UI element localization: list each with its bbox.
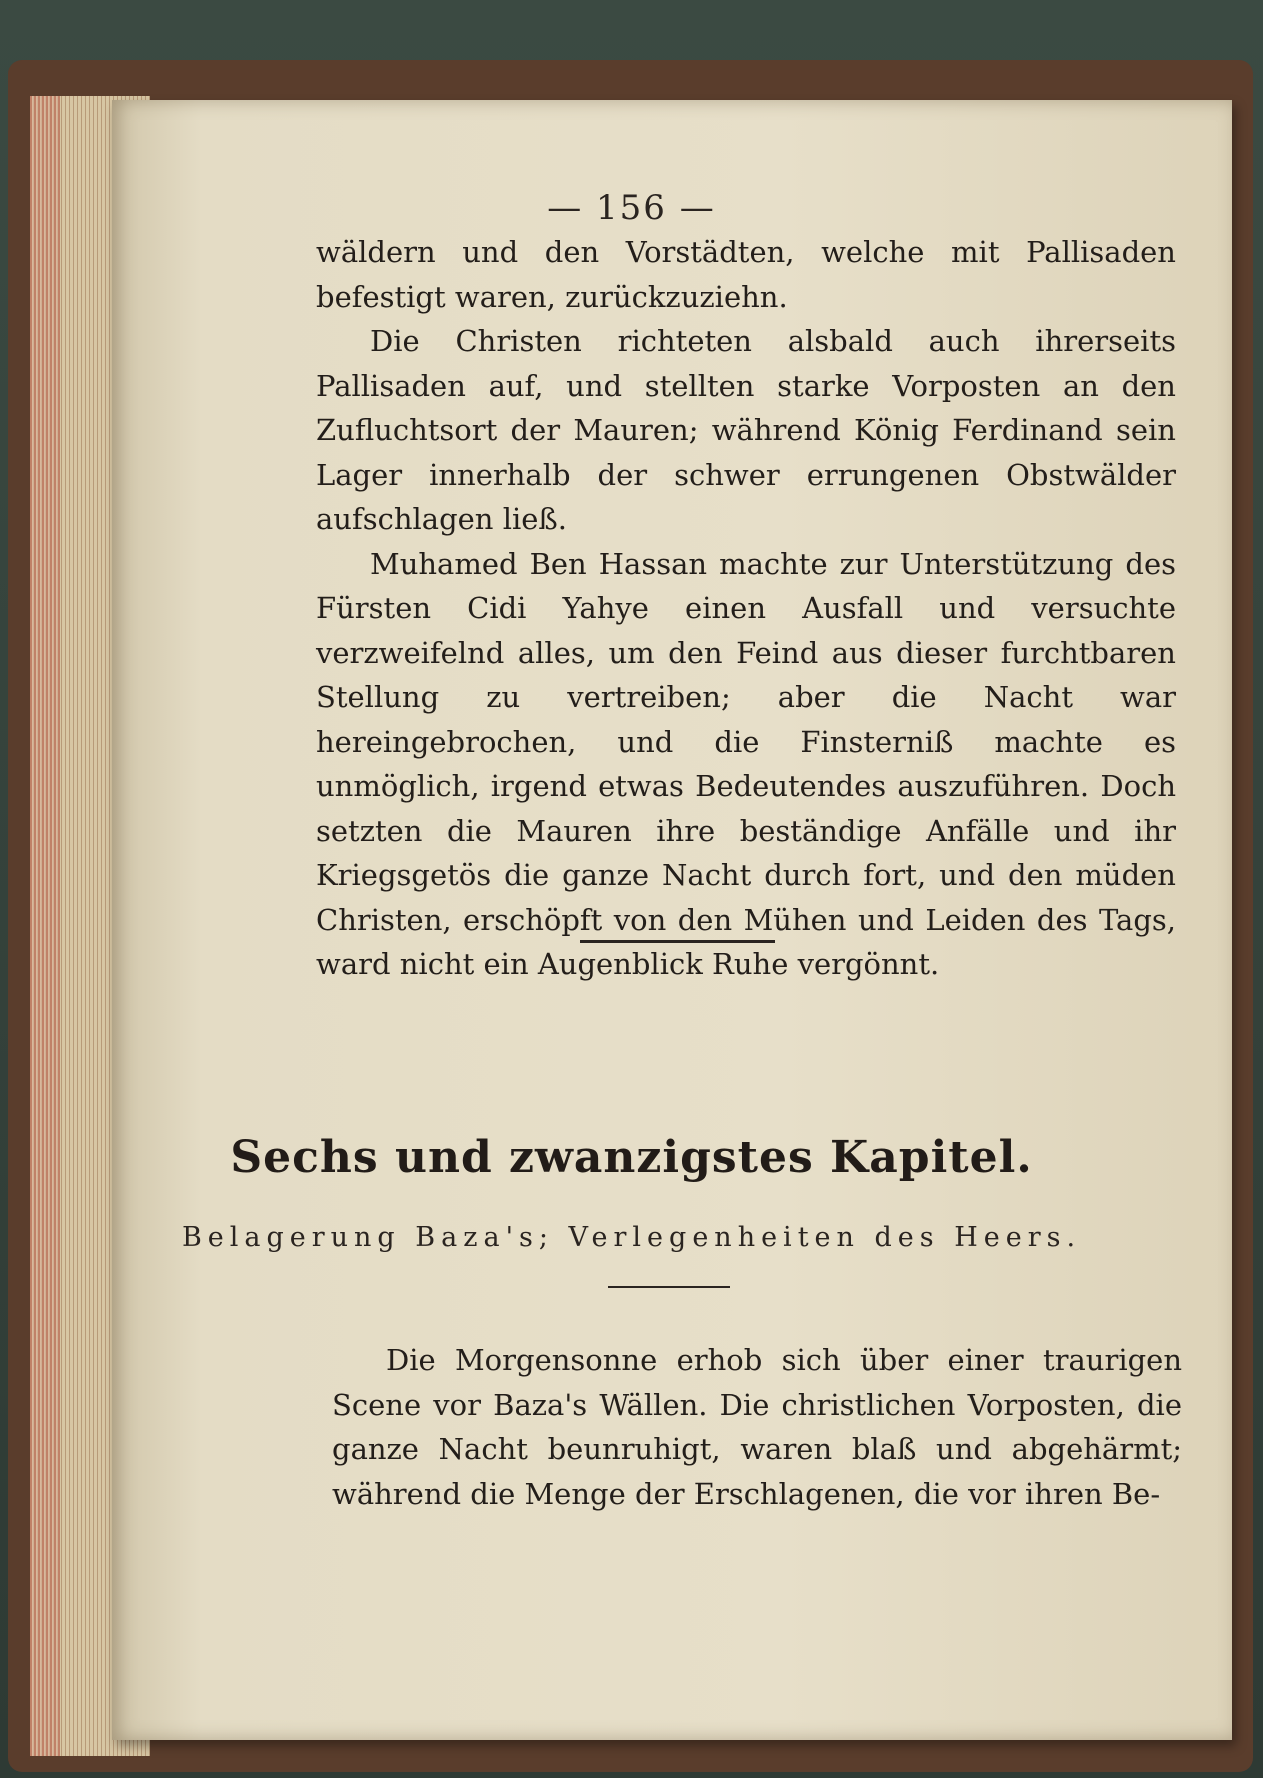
subtitle-rule bbox=[608, 1286, 730, 1288]
body-text bbox=[316, 230, 1176, 987]
paragraph: wäldern und den Vorstädten, welche mit Pallisaden befestigt waren, zurückzuziehn. bbox=[316, 235, 1176, 314]
chapter-body-text bbox=[332, 1338, 1182, 1516]
chapter-subtitle: Belagerung Baza's; Verlegenheiten des Heers. bbox=[181, 1222, 1082, 1253]
page-number: — 156 — bbox=[547, 188, 716, 228]
paragraph: Die Christen richteten alsbald auch ihrerseits Pallisaden auf, und stellten starke Vorposten an den Zufluchtsort der Mauren; während König Ferdinand sein Lager innerhalb der schwer errungenen Obstwälder aufschlagen ließ. bbox=[316, 324, 1176, 536]
chapter-separator-rule bbox=[580, 940, 775, 943]
paragraph: Muhamed Ben Hassan machte zur Unterstützung des Fürsten Cidi Yahye einen Ausfall und versuchte verzweifelnd alles, um den Feind aus dieser furchtbaren Stellung zu vertreiben; aber die Nacht war hereingebrochen, und die Finsterniß machte es unmöglich, irgend etwas Bedeutendes auszuführen. Doch setzten die Mauren ihre beständige Anfälle und ihr Kriegsgetös die ganze Nacht durch fort, und den müden Christen, erschöpft von den Mühen und Leiden des Tags, ward nicht ein Augenblick Ruhe vergönnt. bbox=[316, 546, 1176, 981]
chapter-title: Sechs und zwanzigstes Kapitel. bbox=[230, 1132, 1033, 1183]
paragraph: Die Morgensonne erhob sich über einer traurigen Scene vor Baza's Wällen. Die christlichen Vorposten, die ganze Nacht beunruhigt, waren blaß und abgehärmt; während die Menge der Erschlagenen, die vor ihren Be- bbox=[332, 1343, 1182, 1511]
